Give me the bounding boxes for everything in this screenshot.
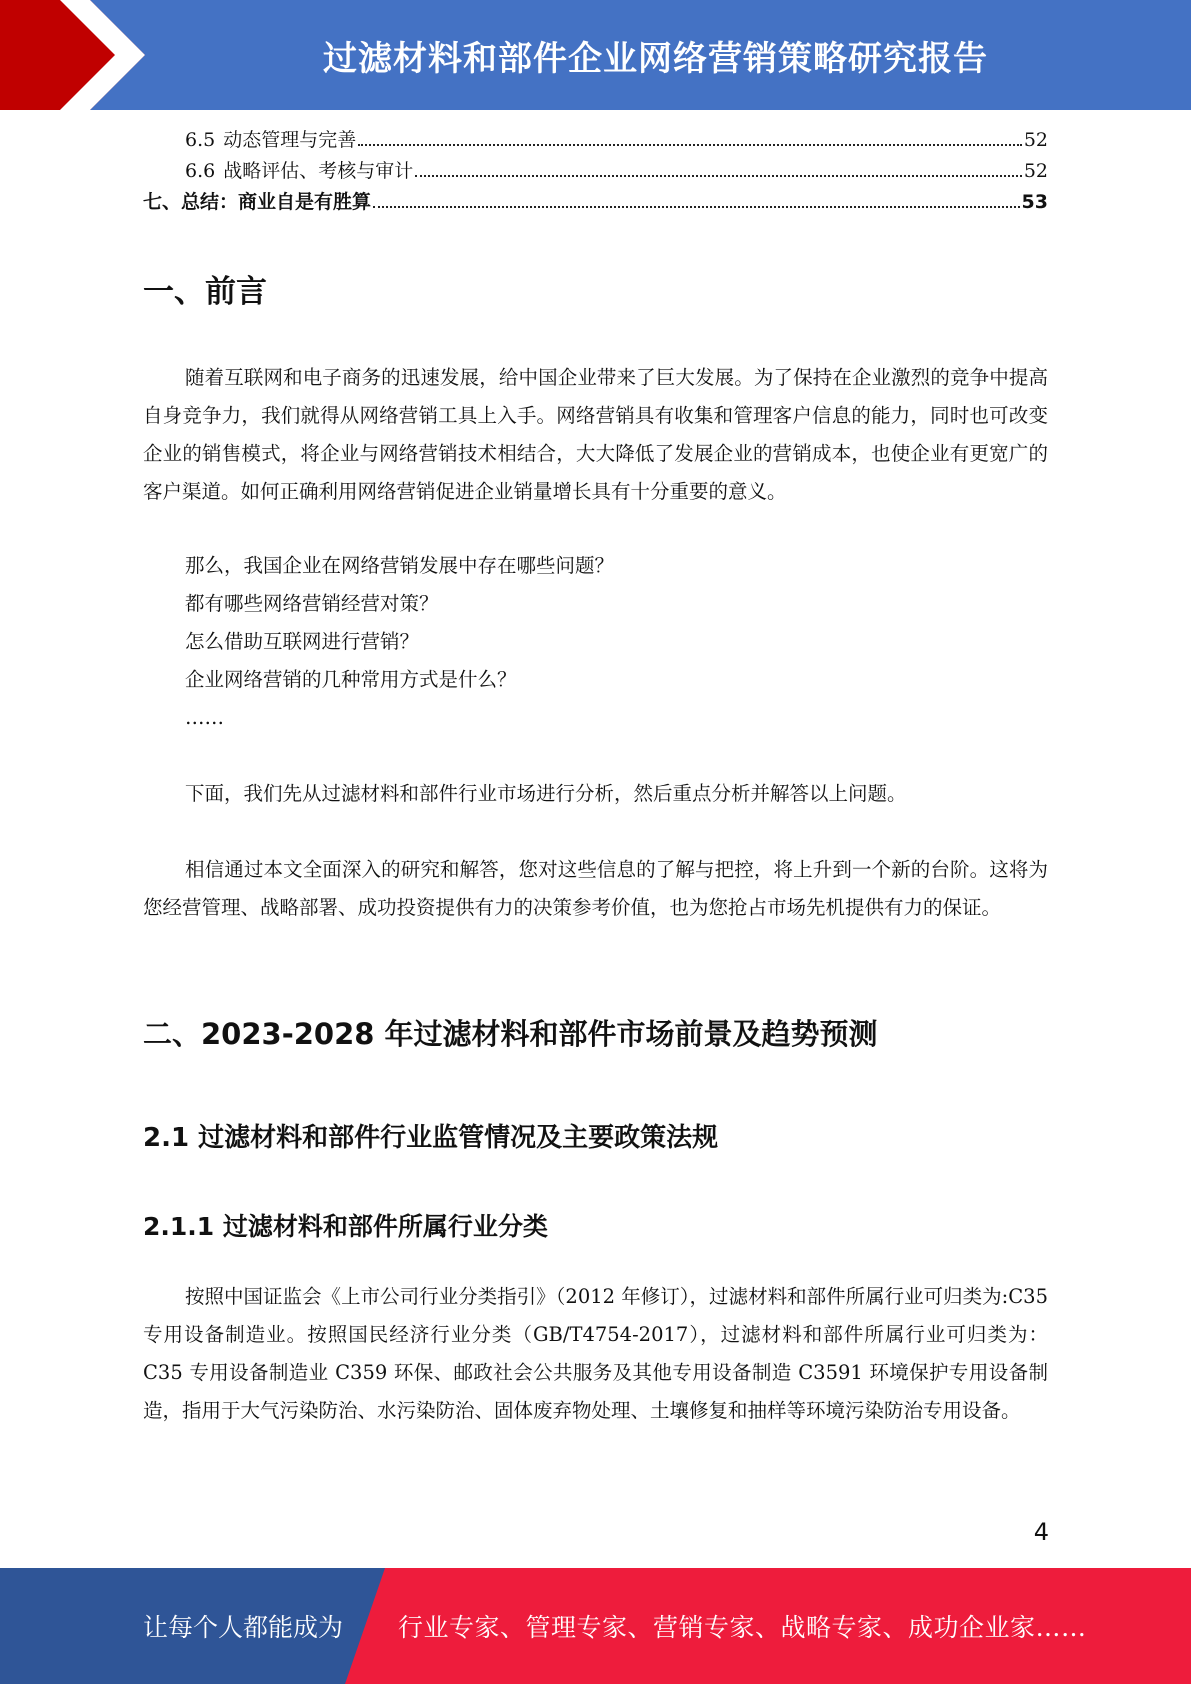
preface-paragraph: 随着互联网和电子商务的迅速发展，给中国企业带来了巨大发展。为了保持在企业激烈的竞争中提高自身竞争力，我们就得从网络营销工具上入手。网络营销具有收集和管理客户信息的能力，同时也可改变企业的销售模式，将企业与网络营销技术相结合，大大降低了发展企业的营销成本，也使企业有更宽广的客户渠道。如何正确利用网络营销促进企业销量增长具有十分重要的意义。 [143,366,1048,503]
toc-entry[interactable] [143,187,1048,218]
question-list [185,547,614,737]
report-title: 过滤材料和部件企业网络营销策略研究报告 [323,38,988,79]
subsection-heading-classification: 2.1.1 过滤材料和部件所属行业分类 [143,1212,548,1241]
subsection-heading-regulation: 2.1 过滤材料和部件行业监管情况及主要政策法规 [143,1123,719,1153]
question-item: 那么，我国企业在网络营销发展中存在哪些问题？ [185,554,615,577]
question-item: 都有哪些网络营销经营对策？ [185,592,439,615]
footer-slogan-right: 行业专家、管理专家、营销专家、战略专家、成功企业家…… [398,1613,1087,1642]
question-item: 企业网络营销的几种常用方式是什么？ [185,668,517,691]
toc-entry-page: 53 [1021,191,1048,213]
section-heading-preface: 一、前言 [143,274,267,310]
classification-paragraph: 按照中国证监会《上市公司行业分类指引》（2012 年修订），过滤材料和部件所属行业可归类为:C35 专用设备制造业。按照国民经济行业分类（GB/T4754-2017），过滤材料和部件所属行业可归类为：C35 专用设备制造业 C359 环保、邮政社会公共服务及其他专用设备制造 C3591 环境保护专用设备制造，指用于大气污染防治、水污染防治、固体废弃物处理、土壤修复和抽样等环境污染防治专用设备。 [143,1285,1048,1422]
toc-section [143,125,1048,218]
closing-paragraph: 相信通过本文全面深入的研究和解答，您对这些信息的了解与把控，将上升到一个新的台阶。这将为您经营管理、战略部署、成功投资提供有力的决策参考价值，也为您抢占市场先机提供有力的保证。 [143,858,1048,919]
section-heading-forecast: 二、2023-2028 年过滤材料和部件市场前景及趋势预测 [143,1017,878,1051]
toc-entry-number: 6.5 [185,129,216,151]
toc-leader-dots [415,175,1022,177]
toc-entry-number: 6.6 [185,160,216,182]
question-item: …… [185,706,224,729]
toc-entry-label: 战略评估、考核与审计 [223,160,414,182]
toc-entry-page: 52 [1023,129,1048,151]
question-item: 怎么借助互联网进行营销？ [185,630,420,653]
toc-entry-label: 七、总结：商业自是有胜算 [143,191,372,213]
footer-slogan-left: 让每个人都能成为 [143,1613,344,1642]
toc-leader-dots [373,206,1020,208]
toc-entry-label: 动态管理与完善 [223,129,357,151]
intro-paragraph: 下面，我们先从过滤材料和部件行业市场进行分析，然后重点分析并解答以上问题。 [185,782,907,805]
toc-entry-page: 52 [1023,160,1048,182]
toc-leader-dots [358,144,1022,146]
toc-entry[interactable] [143,125,1048,156]
page-number: 4 [1033,1518,1049,1546]
page-header [0,0,1191,110]
page-footer [0,1568,1191,1684]
toc-entry[interactable] [143,156,1048,187]
